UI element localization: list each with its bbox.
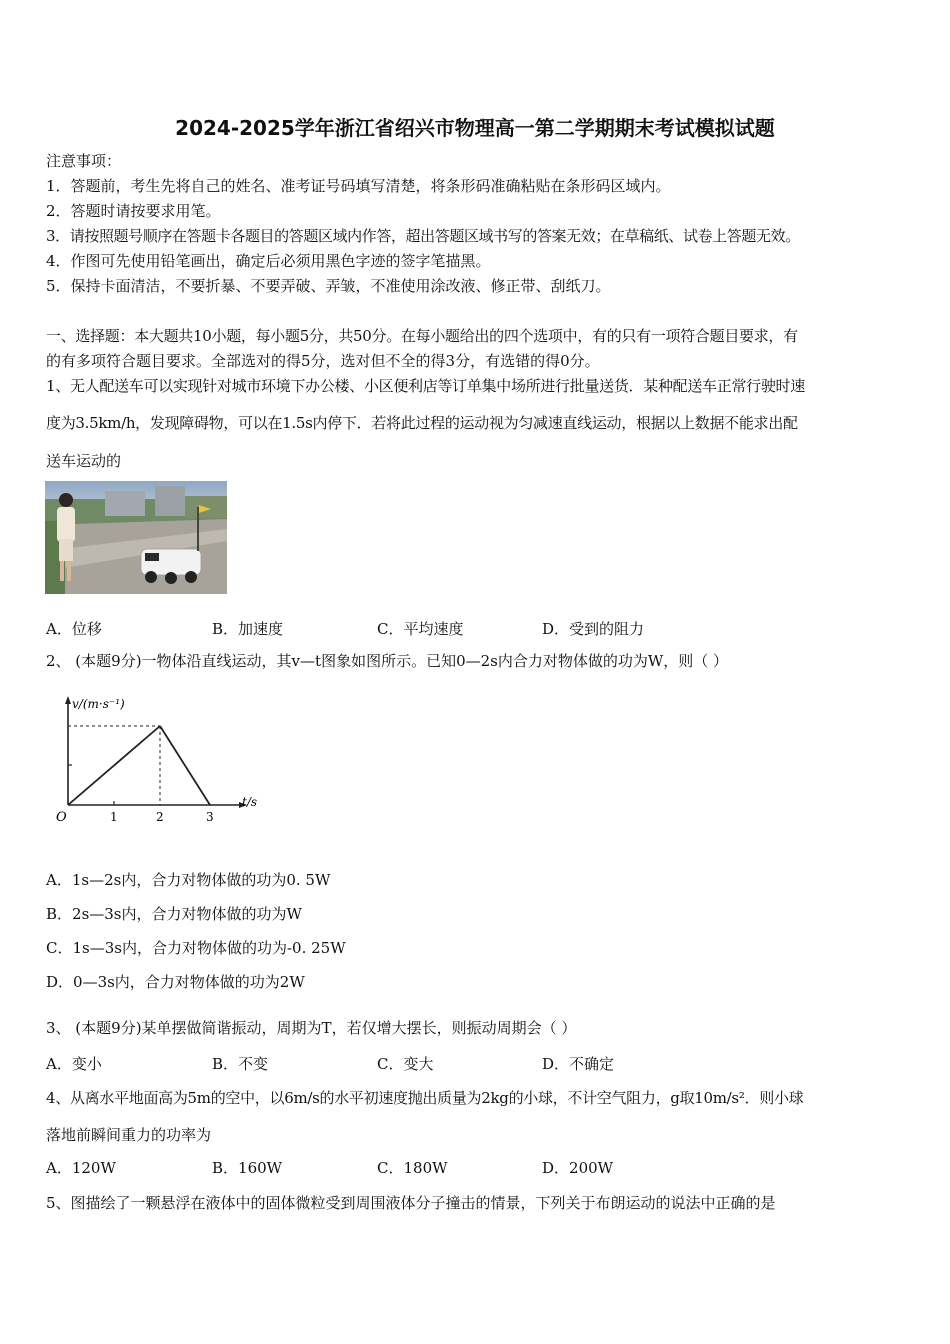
q5-stem: 5、图描绘了一颗悬浮在液体中的固体微粒受到周围液体分子撞击的情景，下列关于布朗运动的说法中正确的是 [46, 1194, 776, 1212]
notice-item: 2．答题时请按要求用笔。 [46, 202, 221, 220]
q1-stem: 送车运动的 [46, 452, 122, 470]
section-intro: 的有多项符合题目要求。全部选对的得5分，选对但不全的得3分，有选错的得0分。 [46, 352, 600, 370]
vt-graph-svg [50, 690, 265, 825]
q3-option-c[interactable]: C．变大 [377, 1055, 434, 1073]
q3-option-a[interactable]: A．变小 [46, 1055, 102, 1073]
page-title: 2024-2025学年浙江省绍兴市物理高一第二学期期末考试模拟试题 [175, 116, 775, 140]
q4-stem: 4、从离水平地面高为5m的空中，以6m/s的水平初速度抛出质量为2kg的小球，不计空气阻力，g取10m/s²．则小球 [46, 1089, 804, 1107]
tick-label-1: 1 [110, 810, 118, 824]
q2-option-a[interactable]: A．1s—2s内，合力对物体做的功为0. 5W [46, 871, 331, 889]
q1-option-a[interactable]: A．位移 [46, 620, 102, 638]
q1-option-d[interactable]: D．受到的阻力 [542, 620, 645, 638]
q2-option-d[interactable]: D．0—3s内，合力对物体做的功为2W [46, 973, 305, 991]
notice-heading: 注意事项： [46, 152, 122, 170]
vt-graph [50, 690, 265, 825]
origin-label: O [56, 810, 67, 825]
x-axis-label: t/s [242, 795, 258, 809]
q4-option-c[interactable]: C．180W [377, 1159, 448, 1177]
y-axis-arrow [65, 696, 71, 704]
q4-option-d[interactable]: D．200W [542, 1159, 614, 1177]
notice-item: 1．答题前，考生先将自己的姓名、准考证号码填写清楚，将条形码准确粘贴在条形码区域内。 [46, 177, 671, 195]
notice-item: 4．作图可先使用铅笔画出，确定后必须用黑色字迹的签字笔描黑。 [46, 252, 491, 270]
q1-stem: 度为3.5km/h，发现障碍物，可以在1.5s内停下．若将此过程的运动视为匀减速直线运动，根据以上数据不能求出配 [46, 414, 798, 432]
tick-label-2: 2 [156, 810, 164, 824]
q1-stem: 1、无人配送车可以实现针对城市环境下办公楼、小区便利店等订单集中场所进行批量送货．某种配送车正常行驶时速 [46, 377, 805, 395]
q3-stem: 3、 (本题9分)某单摆做简谐振动，周期为T，若仅增大摆长，则振动周期会（ ） [46, 1019, 577, 1037]
delivery-robot-photo [45, 481, 227, 594]
q3-option-b[interactable]: B．不变 [212, 1055, 269, 1073]
q1-option-b[interactable]: B．加速度 [212, 620, 284, 638]
velocity-fall-line [160, 726, 210, 805]
q2-stem: 2、 (本题9分)一物体沿直线运动，其v—t图象如图所示。已知0—2s内合力对物体做的功为W，则（ ） [46, 652, 729, 670]
q4-stem: 落地前瞬间重力的功率为 [46, 1126, 212, 1144]
q2-option-c[interactable]: C．1s—3s内，合力对物体做的功为-0. 25W [46, 939, 346, 957]
q1-option-c[interactable]: C．平均速度 [377, 620, 464, 638]
q4-option-b[interactable]: B．160W [212, 1159, 283, 1177]
notice-item: 3．请按照题号顺序在答题卡各题目的答题区域内作答，超出答题区域书写的答案无效；在草稿纸、试卷上答题无效。 [46, 227, 800, 245]
q2-option-b[interactable]: B．2s—3s内，合力对物体做的功为W [46, 905, 302, 923]
section-intro: 一、选择题：本大题共10小题，每小题5分，共50分。在每小题给出的四个选项中，有的只有一项符合题目要求，有 [46, 327, 798, 345]
q4-option-a[interactable]: A．120W [46, 1159, 116, 1177]
tick-label-3: 3 [206, 810, 214, 824]
velocity-rise-line [68, 726, 160, 805]
notice-item: 5．保持卡面清洁，不要折暴、不要弄破、弄皱，不准使用涂改液、修正带、刮纸刀。 [46, 277, 611, 295]
q3-option-d[interactable]: D．不确定 [542, 1055, 615, 1073]
y-axis-label: v/(m·s⁻¹) [72, 697, 125, 711]
